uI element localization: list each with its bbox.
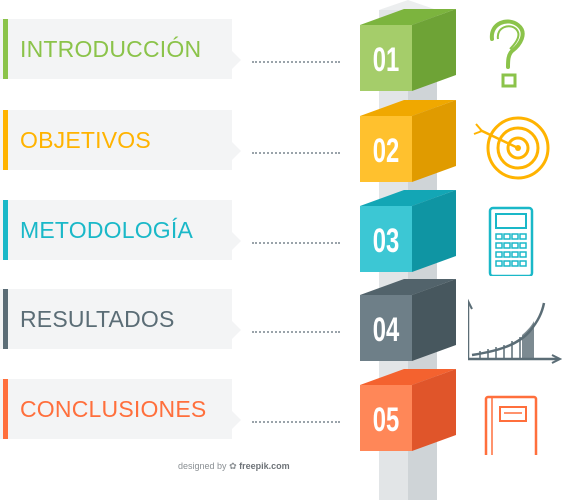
card-pointer (232, 321, 241, 339)
step-01 (0, 5, 562, 95)
step-label: RESULTADOS (20, 306, 175, 332)
step-card (0, 379, 232, 439)
number-cube (360, 186, 460, 276)
step-03 (0, 186, 562, 276)
step-number: 03 (372, 222, 400, 260)
card-pointer (232, 51, 241, 69)
step-color-bar (3, 379, 8, 439)
number-cube (360, 365, 460, 455)
dotted-connector (252, 61, 340, 63)
step-label: CONCLUSIONES (20, 396, 207, 422)
designer-credit (178, 461, 290, 472)
notebook-icon (468, 365, 562, 455)
growth-chart-icon (468, 275, 562, 365)
step-02 (0, 96, 562, 186)
step-card (0, 200, 232, 260)
step-05 (0, 365, 562, 455)
step-label: OBJETIVOS (20, 127, 151, 153)
dotted-connector (252, 421, 340, 423)
step-number: 05 (372, 401, 400, 439)
dotted-connector (252, 331, 340, 333)
step-color-bar (3, 200, 8, 260)
number-cube (360, 5, 460, 95)
step-card (0, 110, 232, 170)
card-pointer (232, 411, 241, 429)
step-card (0, 19, 232, 79)
dotted-connector (252, 152, 340, 154)
credit-brand: freepik.com (239, 461, 290, 471)
step-label: METODOLOGÍA (20, 217, 194, 243)
step-color-bar (3, 110, 8, 170)
card-pointer (232, 232, 241, 250)
step-04 (0, 275, 562, 365)
calculator-icon (468, 186, 562, 276)
number-cube (360, 275, 460, 365)
step-label: INTRODUCCIÓN (20, 36, 202, 62)
credit-prefix: designed by (178, 461, 227, 471)
target-arrow-icon (468, 96, 562, 186)
card-pointer (232, 142, 241, 160)
dotted-connector (252, 242, 340, 244)
question-mark-icon (468, 5, 562, 95)
step-color-bar (3, 289, 8, 349)
step-color-bar (3, 19, 8, 79)
step-number: 02 (372, 132, 400, 170)
step-card (0, 289, 232, 349)
step-number: 04 (372, 311, 400, 349)
freepik-logo-icon: ✿ (229, 461, 237, 471)
step-number: 01 (372, 41, 400, 79)
number-cube (360, 96, 460, 186)
